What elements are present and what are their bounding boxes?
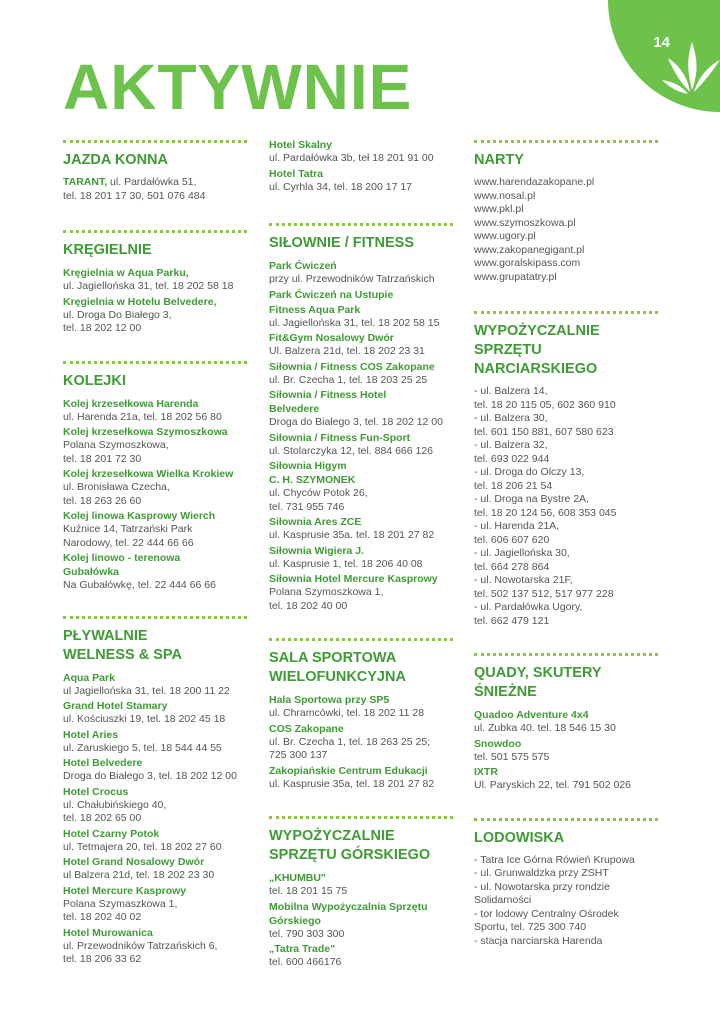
entry-line: Polana Szymoszkowa 1, <box>269 586 384 598</box>
list-item <box>474 385 662 628</box>
section-title-line2: WIELOFUNKCYJNA <box>269 669 406 685</box>
list-item <box>63 671 251 699</box>
entry-line: ul Jagiellońska 31, tel. 18 200 11 22 <box>63 684 230 697</box>
link-text[interactable]: www.goralskipass.com <box>474 257 581 269</box>
entry-name: Kolej krzesełkowa Szymoszkowa <box>63 426 228 438</box>
entry-name: Hotel Skalny <box>269 139 333 151</box>
list-item <box>269 693 457 721</box>
list-item <box>474 708 662 736</box>
entry-line: ul. Cyrhla 34, tel. 18 200 17 17 <box>269 180 413 193</box>
entry-name: Kolej linowa Kasprowy Wierch <box>63 510 216 522</box>
entry-name: Hotel Tatra <box>269 167 324 180</box>
dotted-divider <box>63 230 247 233</box>
entry-line: ul. Harenda 21a, tel. 18 202 56 80 <box>63 410 222 423</box>
dotted-divider <box>474 653 658 656</box>
entry-name: Fitness Aqua Park <box>269 303 361 316</box>
entry-name: „Tatra Trade" <box>269 943 336 955</box>
section-silownie <box>269 223 457 613</box>
entry-name: Grand Hotel Stamary <box>63 700 168 712</box>
entry-line: - stacja narciarska Harenda <box>474 934 603 947</box>
entry-line: Sportu, tel. 725 300 740 <box>474 921 587 933</box>
list-item <box>63 551 251 593</box>
list-item <box>269 303 457 331</box>
list-item <box>269 331 457 359</box>
section-title: PŁYWALNIE <box>63 627 148 644</box>
entry-line: ul. Stolarczyka 12, tel. 884 666 126 <box>269 444 434 457</box>
entry-line: - ul. Harenda 21A, <box>474 520 560 532</box>
entry-line: ul. Zubka 40. tel. 18 546 15 30 <box>474 722 616 734</box>
list-item <box>63 728 251 756</box>
entry-name: Siłownia Hotel Mercure Kasprowy <box>269 573 438 585</box>
column-2 <box>269 138 457 971</box>
entry-line: tel. 18 202 40 00 <box>269 599 348 612</box>
list-item <box>474 765 662 793</box>
entry-line: tel. 18 201 72 30 <box>63 452 142 465</box>
dotted-divider <box>474 818 658 821</box>
corner-decoration <box>608 0 720 112</box>
entry-line: tel. 606 607 620 <box>474 533 550 546</box>
list-item <box>63 176 251 203</box>
section-kolejki <box>63 361 251 593</box>
list-item <box>269 167 457 195</box>
entry-name: Siłownia Wigiera J. <box>269 544 365 557</box>
entry-line: tel. 731 955 746 <box>269 500 345 513</box>
section-title: LODOWISKA <box>474 829 565 846</box>
entry-line: ul. Kasprusie 1, tel. 18 206 40 08 <box>269 557 423 570</box>
dotted-divider <box>63 616 247 619</box>
list-item <box>269 722 457 763</box>
section-title-line2: SPRZĘTU GÓRSKIEGO <box>269 847 431 863</box>
entry-line: ul. Kasprusie 35a, tel. 18 201 27 82 <box>269 777 435 790</box>
entry-line: - ul. Droga na Bystre 2A, <box>474 493 589 505</box>
entry-line: Polana Szymaszkowa 1, <box>63 897 178 910</box>
list-item <box>63 884 251 925</box>
entry-name: Kręgielnia w Aqua Parku, <box>63 267 189 279</box>
section-title: NARTY <box>474 152 524 168</box>
section-title: SALA SPORTOWA <box>269 650 397 666</box>
entry-name: Siłownia / Fitness COS Zakopane <box>269 360 435 373</box>
leaf-icon <box>662 38 720 94</box>
entry-line: - ul. Pardałówka Ugory, <box>474 601 583 613</box>
list-item <box>269 764 457 792</box>
entry-line: Polana Szymoszkowa, <box>63 439 169 451</box>
entry-line: tel. 662 479 121 <box>474 614 550 627</box>
list-item <box>269 900 457 942</box>
entry-name: Snowdoo <box>474 737 522 750</box>
list-item <box>474 737 662 765</box>
section-title: QUADY, SKUTERY <box>474 665 602 681</box>
entry-line: - ul. Balzera 32, <box>474 439 548 451</box>
entry-name: Kolej krzesełkowa Wielka Krokiew <box>63 468 234 480</box>
list-item <box>474 854 662 949</box>
entry-line: Ul. Balzera 21d, tel. 18 202 23 31 <box>269 345 425 357</box>
entry-line: - ul. Balzera 30, <box>474 412 548 424</box>
entry-line: ul. Jagiellońska 31, tel. 18 202 58 18 <box>63 280 234 292</box>
entry-line: - ul. Jagiellońska 30, <box>474 547 570 559</box>
list-item <box>269 515 457 543</box>
section-title-line2: WELNESS & SPA <box>63 646 182 663</box>
entry-name: Park Ćwiczeń <box>269 260 337 272</box>
entry-name: IXTR <box>474 766 498 778</box>
entry-name: Belvedere <box>269 403 320 415</box>
entry-line: tel. 18 202 65 00 <box>63 812 142 824</box>
list-item <box>269 138 457 166</box>
entry-line: tel. 600 466176 <box>269 956 342 968</box>
entry-line: tel. 693 022 944 <box>474 452 550 465</box>
entry-line: - Tatra Ice Górna Rówień Krupowa <box>474 853 635 866</box>
entry-name: Aqua Park <box>63 671 115 684</box>
section-title: WYPOŻYCZALNIE <box>474 323 600 339</box>
entry-line: - ul. Droga do Olczy 13, <box>474 466 585 478</box>
entry-line: tel. 501 575 575 <box>474 750 550 763</box>
list-item <box>63 756 251 784</box>
entry-name: Park Ćwiczeń na Ustupie <box>269 288 394 301</box>
entry-line: ul. Droga Do Białego 3, <box>63 308 172 321</box>
entry-line: tel. 18 206 21 54 <box>474 479 553 492</box>
entry-line: tel. 18 201 17 30, 501 076 484 <box>63 189 206 202</box>
entry-name: Kręgielnia w Hotelu Belvedere, <box>63 295 217 308</box>
entry-name: Siłownia Ares ZCE <box>269 516 362 528</box>
entry-line: tel. 601 150 881, 607 580 623 <box>474 425 614 438</box>
list-item <box>474 176 662 284</box>
entry-name: Górskiego <box>269 914 321 927</box>
dotted-divider <box>474 140 658 143</box>
entry-name: Hotel Murowanica <box>63 926 153 939</box>
list-item <box>269 360 457 388</box>
entry-line: Droga do Białego 3, tel. 18 202 12 00 <box>63 770 237 782</box>
entry-line: ul. Przewodników Tatrzańskich 6, <box>63 939 218 952</box>
list-item <box>269 459 457 514</box>
list-item <box>269 259 457 287</box>
entry-name: Kolej krzesełkowa Harenda <box>63 397 199 410</box>
entry-name: C. H. SZYMONEK <box>269 474 356 486</box>
dotted-divider <box>269 223 453 226</box>
entry-name: Siłownia Higym <box>269 460 347 472</box>
link-text[interactable]: www.grupatatry.pl <box>474 270 557 283</box>
section-jazda-konna <box>63 140 251 203</box>
entry-name: Hotel Aries <box>63 728 119 741</box>
section-wypozyczalnie-narciarskie <box>474 311 662 628</box>
list-item <box>63 509 251 550</box>
entry-line: tel. 18 263 26 60 <box>63 494 142 507</box>
entry-line: - tor lodowy Centralny Ośrodek <box>474 907 619 920</box>
entry-name: Hotel Belvedere <box>63 757 143 769</box>
section-kregielnie <box>63 230 251 336</box>
entry-line: tel. 18 206 33 62 <box>63 953 142 965</box>
section-title: JAZDA KONNA <box>63 152 168 168</box>
entry-name: Siłownia / Fitness Fun-Sport <box>269 431 411 444</box>
dotted-divider <box>474 311 658 314</box>
entry-name: Hotel Crocus <box>63 785 129 798</box>
entry-line: ul. Pardałówka 3b, teł 18 201 91 00 <box>269 152 434 164</box>
list-item <box>63 266 251 294</box>
entry-name: Mobilna Wypożyczalnia Sprzętu <box>269 900 428 913</box>
entry-name: Hotel Czarny Potok <box>63 827 160 840</box>
entry-line: Droga do Białego 3, tel. 18 202 12 00 <box>269 416 443 428</box>
entry-name: Kolej linowo - terenowa <box>63 552 181 564</box>
entry-line: ul. Bronisława Czecha, <box>63 481 170 493</box>
link-text[interactable]: www.pkl.pl <box>474 203 524 215</box>
entry-line: - ul. Nowotarska przy rondzie <box>474 880 610 893</box>
list-item <box>63 699 251 727</box>
section-title: WYPOŻYCZALNIE <box>269 828 395 844</box>
entry-name: Gubałówka <box>63 566 120 578</box>
entry-line: tel. 502 137 512, 517 977 228 <box>474 587 614 600</box>
entry-name: Hotel Grand Nosalowy Dwór <box>63 856 205 868</box>
list-item <box>269 544 457 572</box>
section-narty <box>474 140 662 284</box>
section-quady <box>474 653 662 793</box>
page-title: AKTYWNIE <box>63 51 413 123</box>
list-item <box>63 295 251 336</box>
entry-line: Kuźnice 14, Tatrzański Park <box>63 523 193 535</box>
entry-line: - ul. Grunwaldzka przy ZSHT <box>474 867 609 879</box>
list-item <box>269 942 457 970</box>
section-sala-sportowa <box>269 638 457 791</box>
list-item <box>269 388 457 430</box>
entry-line: ul. Kościuszki 19, tel. 18 202 45 18 <box>63 713 226 725</box>
entry-line: ul. Tetmajera 20, tel. 18 202 27 60 <box>63 840 222 853</box>
link-text[interactable]: www.nosal.pl <box>474 189 536 202</box>
entry-name: COS Zakopane <box>269 722 344 735</box>
entry-name: Quadoo Adventure 4x4 <box>474 709 589 721</box>
section-wypozyczalnie-gorskie <box>269 816 457 970</box>
entry-line: ul. Zaruskiego 5, tel. 18 544 44 55 <box>63 741 222 754</box>
entry-line: przy ul. Przewodników Tatrzańskich <box>269 273 435 285</box>
entry-line: ul. Chałubińskiego 40, <box>63 798 167 811</box>
list-item <box>63 425 251 466</box>
entry-line: ul. Br. Czecha 1, tel. 18 203 25 25 <box>269 373 428 386</box>
section-title-line2: ŚNIEŻNE <box>474 684 537 700</box>
link-text[interactable]: www.ugory.pl <box>474 230 536 242</box>
entry-line: tel. 664 278 864 <box>474 560 550 573</box>
entry-line: 725 300 137 <box>269 749 328 761</box>
section-title-line2: SPRZĘTU <box>474 342 542 358</box>
list-item <box>63 855 251 883</box>
entry-name: Siłownia / Fitness Hotel <box>269 389 387 401</box>
entry-line: ul. Chyców Potok 26, <box>269 487 368 499</box>
section-title-line3: NARCIARSKIEGO <box>474 361 598 377</box>
entry-name: „KHUMBU" <box>269 872 326 884</box>
entry-line: tel. 18 20 124 56, 608 353 045 <box>474 506 617 519</box>
column-1 <box>63 140 251 968</box>
entry-line: Na Gubałówkę, tel. 22 444 66 66 <box>63 579 216 591</box>
entry-line: tel. 18 202 40 02 <box>63 911 142 923</box>
entry-name: Hotel Mercure Kasprowy <box>63 884 187 897</box>
entry-line: - ul. Balzera 14, <box>474 385 548 397</box>
list-item <box>269 431 457 459</box>
entry-line: tel. 18 201 15 75 <box>269 885 348 897</box>
list-item <box>269 871 457 899</box>
section-title: SIŁOWNIE / FITNESS <box>269 235 415 251</box>
entry-address: ul. Pardałówka 51, <box>107 176 197 188</box>
column-3 <box>474 140 662 949</box>
entry-name: Fit&Gym Nosalowy Dwór <box>269 332 394 344</box>
dotted-divider <box>269 638 453 641</box>
entry-line: tel. 18 20 115 05, 602 360 910 <box>474 398 616 411</box>
list-item <box>63 397 251 425</box>
link-text[interactable]: www.zakopanegigant.pl <box>474 243 585 256</box>
link-text[interactable]: www.harendazakopane.pl <box>474 176 595 188</box>
link-text[interactable]: www.szymoszkowa.pl <box>474 216 576 229</box>
entry-line: - ul. Nowotarska 21F, <box>474 574 573 586</box>
section-title: KOLEJKI <box>63 372 126 389</box>
list-item <box>63 926 251 967</box>
list-item <box>269 288 457 302</box>
section-plywalnie <box>63 616 251 967</box>
entry-line: Narodowy, tel. 22 444 66 66 <box>63 536 194 549</box>
entry-line: tel. 790 303 300 <box>269 927 345 940</box>
section-lodowiska <box>474 818 662 949</box>
entry-line: ul Balzera 21d, tel. 18 202 23 30 <box>63 869 215 881</box>
section-title: KRĘGIELNIE <box>63 242 152 258</box>
list-item <box>63 785 251 826</box>
list-item <box>63 467 251 508</box>
list-item <box>269 572 457 613</box>
entry-name: Hala Sportowa przy SP5 <box>269 694 390 706</box>
entry-line: ul. Br. Czecha 1, tel. 18 263 25 25; <box>269 735 431 748</box>
entry-line: Solidarności <box>474 894 532 906</box>
entry-line: tel. 18 202 12 00 <box>63 322 142 334</box>
dotted-divider <box>63 140 247 143</box>
list-item <box>63 827 251 855</box>
entry-name: TARANT, <box>63 176 108 188</box>
page-number: 14 <box>653 34 670 51</box>
entry-line: ul. Chramcówki, tel. 18 202 11 28 <box>269 707 425 719</box>
dotted-divider <box>63 361 247 364</box>
entry-name: Zakopiańskie Centrum Edukacji <box>269 764 428 777</box>
dotted-divider <box>269 816 453 819</box>
entry-line: Ul. Paryskich 22, tel. 791 502 026 <box>474 779 632 791</box>
entry-line: ul. Kasprusie 35a. tel. 18 201 27 82 <box>269 529 435 541</box>
entry-line: ul. Jagiellońska 31, tel. 18 202 58 15 <box>269 316 440 329</box>
